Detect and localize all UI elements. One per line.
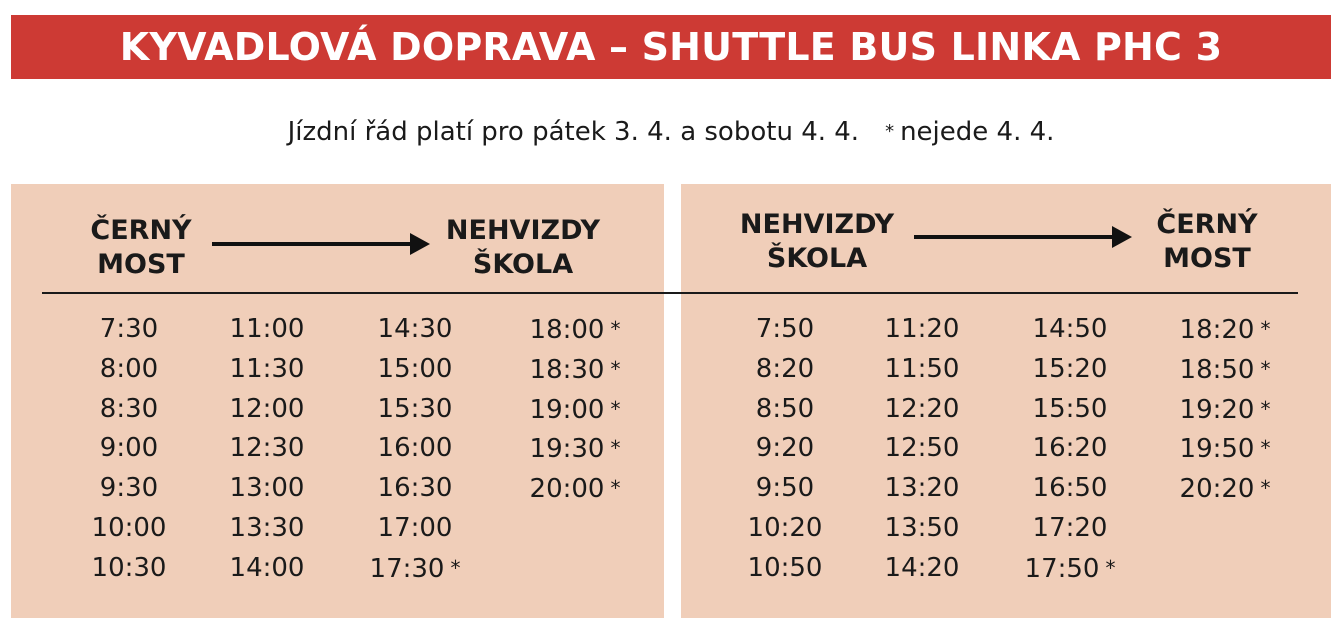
route-origin-line2: ŠKOLA (766, 243, 868, 274)
departure-time (1160, 429, 1290, 469)
departure-time (350, 310, 480, 350)
departure-time-text: 15:20 (1032, 353, 1108, 384)
times-column (350, 310, 480, 589)
departure-time (720, 549, 850, 589)
departure-time-text: 14:20 (884, 552, 960, 583)
exception-text: nejede 4. 4. (900, 117, 1055, 147)
route-origin-line1: ČERNÝ (90, 215, 192, 246)
route-destination-line1: NEHVIZDY (445, 215, 601, 246)
departure-time (350, 469, 480, 509)
departure-time-text: 7:50 (755, 314, 815, 344)
departure-time (857, 509, 987, 549)
departure-time (857, 549, 987, 589)
asterisk-icon: * (1260, 436, 1271, 461)
departure-time-text: 8:50 (755, 393, 815, 424)
asterisk-icon: * (1260, 317, 1271, 341)
times-column (1005, 310, 1135, 589)
departure-time-text: 16:50 (1032, 473, 1108, 504)
departure-time (720, 469, 850, 509)
asterisk-icon: * (1260, 396, 1271, 421)
departure-time-text: 15:50 (1032, 393, 1108, 424)
departure-time (1160, 469, 1290, 509)
departure-time-text: 18:50 (1179, 354, 1255, 385)
departure-time-text: 12:30 (229, 433, 305, 464)
route-destination (432, 214, 614, 282)
departure-time (64, 509, 194, 549)
departure-time (202, 549, 332, 589)
departure-time (1005, 350, 1135, 390)
departure-time-text: 8:30 (99, 393, 159, 424)
departure-time-text: 15:30 (377, 393, 453, 424)
departure-time-text: 19:30 (529, 434, 605, 465)
departure-time-text: 12:00 (229, 393, 305, 424)
departure-time (1160, 350, 1290, 390)
departure-time-text: 20:00 (529, 474, 605, 505)
departure-time-text: 14:50 (1032, 314, 1108, 344)
departure-time (1005, 390, 1135, 430)
departure-time-text: 8:20 (755, 353, 815, 384)
departure-time (202, 509, 332, 549)
departure-time-text: 15:00 (377, 353, 453, 384)
exception-note (885, 117, 1054, 147)
departure-time-text: 17:00 (377, 512, 453, 543)
departure-time-text: 19:20 (1179, 394, 1255, 425)
route-destination-line2: MOST (1163, 243, 1251, 274)
departure-time (1005, 549, 1135, 589)
header-divider (42, 292, 1298, 294)
departure-time-text: 13:00 (229, 473, 305, 504)
departure-time-text: 19:50 (1179, 434, 1255, 465)
departure-time-text: 20:20 (1179, 474, 1255, 505)
departure-time-text: 10:20 (747, 512, 823, 543)
departure-time (857, 350, 987, 390)
departure-time-text: 11:50 (884, 353, 960, 384)
departure-time-text: 17:20 (1032, 512, 1108, 543)
departure-time-text: 18:00 (529, 315, 605, 345)
departure-time-text: 9:20 (755, 433, 815, 464)
page-title: KYVADLOVÁ DOPRAVA – SHUTTLE BUS LINKA PHC 3 (119, 25, 1223, 69)
departure-time-text: 13:20 (884, 473, 960, 504)
departure-time (720, 429, 850, 469)
asterisk-icon: * (610, 436, 621, 461)
departure-time-text: 14:00 (229, 552, 305, 583)
departure-time (202, 429, 332, 469)
departure-time (720, 350, 850, 390)
header-banner (11, 15, 1331, 79)
departure-time-text: 8:00 (99, 353, 159, 384)
departure-time-text: 13:30 (229, 512, 305, 543)
departure-time (350, 390, 480, 430)
route-destination-line1: ČERNÝ (1156, 209, 1258, 240)
departure-time (857, 469, 987, 509)
departure-time-text: 10:00 (91, 512, 167, 543)
departure-time (857, 390, 987, 430)
departure-time (857, 429, 987, 469)
route-origin-line1: NEHVIZDY (739, 209, 895, 240)
departure-time (720, 310, 850, 350)
asterisk-icon: * (1260, 356, 1271, 381)
departure-time (510, 390, 640, 430)
departure-time (1005, 310, 1135, 350)
asterisk-icon: * (610, 356, 621, 381)
departure-time (64, 429, 194, 469)
departure-time-text: 13:50 (884, 512, 960, 543)
departure-time-text: 17:50 (1024, 553, 1100, 584)
departure-time (202, 310, 332, 350)
asterisk-icon: * (450, 555, 461, 580)
departure-time-text: 9:30 (99, 473, 159, 504)
departure-time-text: 19:00 (529, 394, 605, 425)
departure-time (202, 469, 332, 509)
departure-time-text: 10:30 (91, 552, 167, 583)
departure-time-text: 18:30 (529, 354, 605, 385)
departure-time (510, 429, 640, 469)
departure-time-text: 11:20 (884, 314, 960, 344)
departure-time (720, 509, 850, 549)
departure-time (350, 429, 480, 469)
route-destination (1136, 208, 1278, 276)
route-origin (726, 208, 908, 276)
departure-time-text: 17:30 (369, 553, 445, 584)
departure-time (1005, 469, 1135, 509)
departure-time (1005, 509, 1135, 549)
departure-time-text: 12:50 (884, 433, 960, 464)
departure-time (510, 350, 640, 390)
departure-time (350, 509, 480, 549)
asterisk-icon: * (885, 121, 895, 142)
departure-time-text: 11:30 (229, 353, 305, 384)
times-column (720, 310, 850, 589)
asterisk-icon: * (610, 476, 621, 501)
departure-time (1160, 310, 1290, 350)
times-column (1160, 310, 1290, 509)
route-origin (70, 214, 212, 282)
times-column (202, 310, 332, 589)
route-destination-line2: ŠKOLA (472, 249, 574, 280)
departure-time (510, 310, 640, 350)
times-column (857, 310, 987, 589)
departure-time (64, 310, 194, 350)
route-origin-line2: MOST (97, 249, 185, 280)
departure-time (857, 310, 987, 350)
validity-text: Jízdní řád platí pro pátek 3. 4. a sobotu 4. 4. (287, 117, 860, 147)
departure-time (350, 350, 480, 390)
times-column (64, 310, 194, 589)
departure-time (64, 549, 194, 589)
departure-time-text: 12:20 (884, 393, 960, 424)
asterisk-icon: * (1260, 476, 1271, 501)
asterisk-icon: * (610, 396, 621, 421)
departure-time (202, 350, 332, 390)
departure-time-text: 9:00 (99, 433, 159, 464)
departure-time-text: 18:20 (1179, 315, 1255, 345)
departure-time (350, 549, 480, 589)
departure-time-text: 14:30 (377, 314, 453, 344)
validity-note (0, 117, 1342, 147)
departure-time-text: 7:30 (99, 314, 159, 344)
departure-time (202, 390, 332, 430)
departure-time-text: 9:50 (755, 473, 815, 504)
departure-time (1160, 390, 1290, 430)
departure-time (720, 390, 850, 430)
departure-time-text: 11:00 (229, 314, 305, 344)
departure-time-text: 16:20 (1032, 433, 1108, 464)
asterisk-icon: * (610, 317, 621, 341)
departure-time (64, 390, 194, 430)
times-column (510, 310, 640, 509)
departure-time-text: 16:30 (377, 473, 453, 504)
direction-arrow-icon (212, 233, 430, 255)
departure-time-text: 16:00 (377, 433, 453, 464)
departure-time (64, 469, 194, 509)
asterisk-icon: * (1105, 555, 1116, 580)
departure-time (510, 469, 640, 509)
departure-time (1005, 429, 1135, 469)
departure-time-text: 10:50 (747, 552, 823, 583)
direction-arrow-icon (914, 226, 1132, 248)
departure-time (64, 350, 194, 390)
